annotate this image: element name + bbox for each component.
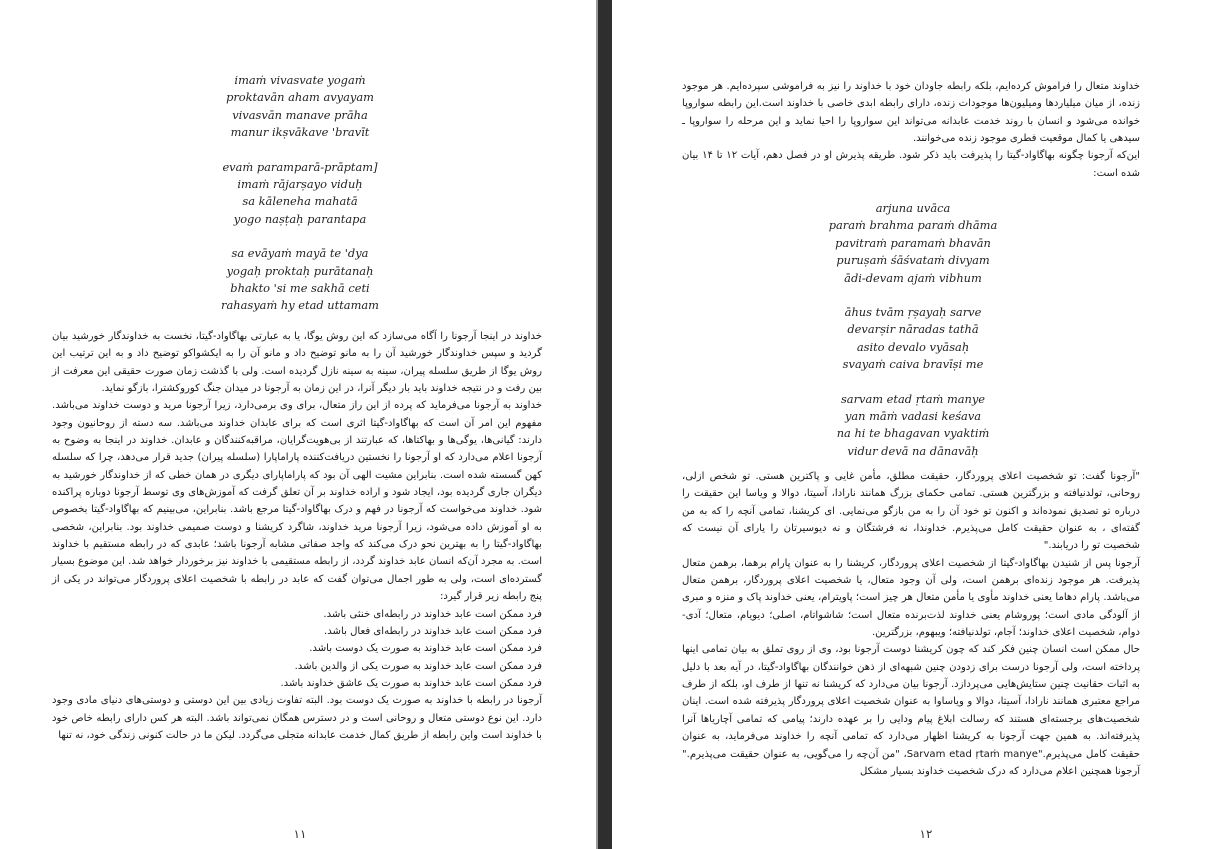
right-prose-body — [682, 468, 1140, 780]
right-prose-top — [682, 78, 1140, 182]
verse-line: puruṣaṁ śāśvataṁ divyam — [836, 253, 990, 268]
verse-line: āhus tvām ṛṣayaḥ sarve — [844, 305, 982, 320]
verse-line: arjuna uvāca — [875, 201, 951, 215]
verse-line: rahasyaṁ hy etad uttamam — [221, 298, 379, 313]
page-number: ۱۱ — [293, 827, 307, 841]
paragraph: آرجونا پس از شنیدن بهاگاواد-گیتا از شخصیت اعلای پروردگار، کریشنا را به عنوان پارام برهما، برهمن متعال پذیرفت. هر موجود زنده‌ای برهمن است، ولی آن وجود متعال، یا شخصیت اعلای پروردگار، برهمن متعال می‌باشد. پارام دهاما یعنی خداوند مأوی یا مأمن متعال هر چیز است؛ پاویترام، یعنی خداوند پاک و منزه و مبری از آلودگی مادی است؛ پوروشام یعنی خداوند لذت‌برنده متعال است؛ شاشواتام، اصلی؛ دیویام، متعال؛ آدی-دوام، شخصیت اعلای خداوند؛ آجام، تولدنیافته؛ ویبهوم، بزرگترین. — [682, 557, 1140, 639]
paragraph: خداوند در اینجا آرجونا را آگاه می‌سازد که این روش یوگا، یا به عبارتی بهاگاواد-گیتا، نخست به خداوندگار خورشید بیان گردید و سپس خداوندگار خورشید آن را به مانو توضیح داد و مانو آن را به ایکشواکو توضیح داد و به این ترتیب این روش یوگا از طریق سلسله پیران، سینه به سینه نازل گردیده است. ولی با گذشت زمان صورت حقیقی این معرفت از بین رفت و در نتیجه خداوند باید بار دیگر آنرا، در این زمان به آرجونا در میدان جنگ کوروکشترا، بازگو نماید. — [52, 331, 542, 395]
paragraph: خداوند به آرجونا می‌فرماید که پرده از این راز متعال، برای وی برمی‌دارد، زیرا آرجونا مرید و دوست خداوند می‌باشد. مفهوم این امر آن است که بهاگاواد-گیتا اثری است که برای عابدان خداوند می‌باشد. سه دسته از روحانیون وجود دارند: گیانی‌ها، یوگی‌ها و بهاکتاها، که عبارتند از بی‌هویت‌گرایان، مراقبه‌کنندگان و عابدان. خداوند در اینجا به وضوح به آرجونا اعلام می‌دارد که او آرجونا را نخستین دریافت‌کننده پاراماپارا (سلسله پیران) جدید قرار می‌دهد، چرا که سلسله کهن گسسته شده است. بنابراین مشیت الهی آن بود که پاراماپارای دیگری در همان خطی که از خداوندگار خورشید به دیگران جاری گردیده بود، ایجاد شود و اراده خداوند بر آن تعلق گرفت که آموزش‌های وی توسط آرجونا دوباره پراکنده شود. خداوند می‌خواست که آرجونا در فهم و درک بهاگاواد-گیتا مرجع باشد. بنابراین، می‌بینیم که بهاگاواد-گیتا بخصوص به او آموزش داده می‌شود، زیرا آرجونا مرید خداوند، شاگرد کریشنا و دوست صمیمی خداوند بود. بنابراین، شخصی بهاگاواد-گیتا را به بهترین نحو درک می‌کند که واجد صفاتی مشابه آرجونا باشد؛ عابدی که در رابطه مستقیم با خداوند است. به مجرد آن‌که انسان عابد خداوند گردد، از رابطه مستقیمی با خداوند نیز برخوردار خواهد شد. این موضوع بسیار گسترده‌ای است، ولی به طور اجمال می‌توان گفت که عابد در رابطه با شخصیت اعلای پروردگار می‌تواند در یکی از پنج رابطه زیر قرار گیرد: — [52, 400, 542, 603]
verse-line: bhakto 'si me sakhā ceti — [230, 281, 370, 296]
verse-line: paraṁ brahma paraṁ dhāma — [828, 218, 998, 233]
verse-line: pavitraṁ paramaṁ bhavān — [835, 235, 991, 250]
list-item: فرد ممکن است عابد خداوند به صورت یکی از والدین باشد. — [294, 660, 542, 672]
left-prose-body — [52, 328, 542, 744]
left-page — [0, 0, 596, 849]
verse-line: yogo naṣṭaḥ parantapa — [233, 211, 367, 226]
book-gutter — [596, 0, 612, 849]
verse-line: yogaḥ proktaḥ purātanaḥ — [226, 263, 374, 278]
verse-line: devarṣir nāradas tathā — [847, 322, 979, 337]
verse-line: ādi-devam ajaṁ vibhum — [844, 270, 982, 285]
page-number: ۱۲ — [919, 827, 933, 841]
verse-line: yan māṁ vadasi keśava — [844, 409, 982, 424]
list-item: فرد ممکن است عابد خداوند به صورت یک عاشق خداوند باشد. — [280, 677, 542, 689]
verse-line: proktavān aham avyayam — [226, 90, 374, 105]
verse-line: svayaṁ caiva bravīṣi me — [842, 357, 984, 372]
verse-line: sarvam etad ṛtaṁ manye — [840, 391, 986, 406]
paragraph: "آرجونا گفت: تو شخصیت اعلای پروردگار، حقیقت مطلق، مأمن غایی و پاکترین هستی. تو شخص ازلی، روحانی، تولدنیافته و بزرگترین هستی. تمامی حکمای بزرگ همانند نارادا، آسیتا، دوالا و ویاسا این حقیقت را درباره تو تصدیق نموده‌اند و اکنون تو خود آن را به من بازگو می‌نمایی. ای کریشنا، تمامی آنچه را که به من گفته‌ای ، به عنوان حقیقت کامل می‌پذیرم. خداوندا، نه فرشتگان و نه دیوسیرتان را یارای آن نیست که شخصیت تو را دریابند." — [682, 471, 1140, 552]
sanskrit-verse-block — [200, 72, 400, 315]
list-item: فرد ممکن است عابد خداوند در رابطه‌ای فعال باشد. — [324, 625, 542, 637]
verse-line: vivasvān manave prāha — [232, 107, 368, 122]
paragraph: حال ممکن است انسان چنین فکر کند که چون کریشنا دوست آرجونا بود، وی از روی تملق به بیان تمامی اینها پرداخته است، ولی آرجونا درست برای زدودن چنین شبهه‌ای از ذهن خوانندگان بهاگاواد-گیتا، در آیه بعد با دلیل به اثبات حقانیت چنین ستایش‌هایی می‌پردازد. آرجونا بیان می‌دارد که کریشنا نه تنها از طرف او، بلکه از طرف مراجع معتبری همانند نارادا، آسیتا، دوالا و ویاساوا به عنوان شخصیت اعلای پروردگار پذیرفته شده است. اینان شخصیت‌های برجسته‌ای هستند که رسالت ابلاغ پیام ودایی را بر عهده دارند؛ پیامی که تمامی آچاریاها آنرا پذیرفته‌اند. به همین جهت آرجونا به کریشنا اظهار می‌دارد که تمامی آنچه را خداوند می‌فرماید، به عنوان حقیقت کامل می‌پذیرم."Sarvam etad ṛtaṁ manye، "من آن‌چه را می‌گویی، به عنوان حقیقت می‌پذیرم." آرجونا همچنین اعلام می‌دارد که درک شخصیت خداوند بسیار مشکل — [682, 644, 1141, 777]
verse-line: sa kāleneha mahatā — [242, 194, 358, 209]
sanskrit-verse-block — [808, 200, 1018, 460]
verse-line: evaṁ paramparā-prāptam] — [222, 159, 378, 174]
verse-line: manur ikṣvākave 'bravīt — [230, 125, 370, 140]
paragraph: آرجونا در رابطه با خداوند به صورت یک دوست بود. البته تفاوت زیادی بین این دوستی و دوستی‌های دنیای مادی وجود دارد. این نوع دوستی متعال و روحانی است و در دسترس همگان نمی‌تواند باشد. البته هر کس دارای رابطه خاص خود با خداوند است واین رابطه از طریق کمال خدمت عابدانه متجلی می‌گردد. لیکن ما در حالت کنونی زندگی خود، نه تنها — [52, 695, 542, 741]
verse-line: vidur devā na dānavāḥ — [847, 443, 979, 458]
verse-line: sa evāyaṁ mayā te 'dya — [231, 246, 369, 261]
verse-line: imaṁ rājarṣayo viduḥ — [237, 177, 363, 192]
gutter-edge — [596, 0, 598, 849]
verse-line: asito devalo vyāsaḥ — [856, 339, 970, 354]
verse-line: imaṁ vivasvate yogaṁ — [234, 73, 366, 87]
paragraph: این‌که آرجونا چگونه بهاگاواد-گیتا را پذیرفت باید ذکر شود. طریقه پذیرش او در فصل دهم، آیات ۱۲ تا ۱۴ بیان شده است: — [682, 150, 1140, 179]
verse-line: na hi te bhagavan vyaktiṁ — [836, 426, 990, 441]
paragraph: خداوند متعال را فراموش کرده‌ایم، بلکه رابطه جاودان خود با خداوند را نیز به فراموشی سپرده‌ایم. هر موجود زنده، از میان میلیاردها وميليون‌ها موجودات زنده، دارای رابطه ابدی خاصی با خداوند است.این رابطه سواروپا خوانده می‌شود و انسان با روند خدمت عابدانه می‌تواند این سواروپا را احیا نماید و این مرحله را سواروپا ـ سیدهی یا کمال موقعیت فطری موجود زنده می‌خوانند. — [682, 81, 1140, 145]
list-item: فرد ممکن است عابد خداوند در رابطه‌ای خنثی باشد. — [323, 608, 542, 620]
list-item: فرد ممکن است عابد خداوند به صورت یک دوست باشد. — [309, 643, 542, 655]
right-page — [612, 0, 1214, 849]
